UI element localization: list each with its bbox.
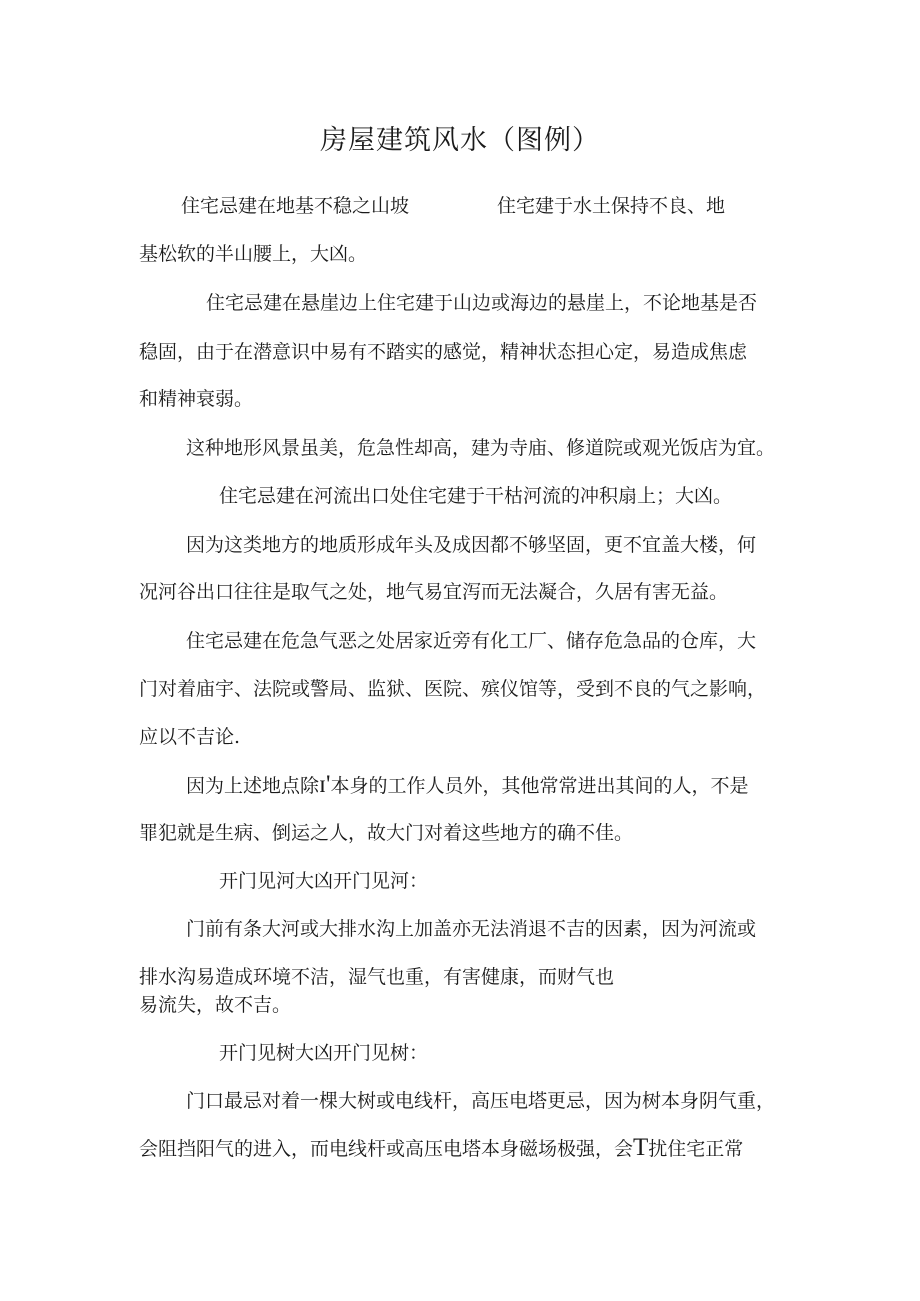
text-line: 门前有条大河或大排水沟上加盖亦无法消退不吉的因素，因为河流或 [186, 918, 757, 940]
text-line: 应以不吉论. [139, 726, 241, 748]
text-line: 住宅建于水土保持不良、地 [497, 195, 726, 217]
text-line: 这种地形风景虽美，危急性却高，建为寺庙、修道院或观光饭店为宜。 [186, 437, 776, 459]
text-line: 住宅忌建在危急气恶之处居家近旁有化工厂、储存危急品的仓库，大 [186, 630, 757, 652]
text-line: 因为这类地方的地质形成年头及成因都不够坚固，更不宜盖大楼，何 [186, 534, 757, 556]
text-line: 罪犯就是生病、倒运之人，故大门对着这些地方的确不佳。 [139, 822, 634, 844]
text-line: 易流失，故不吉。 [139, 994, 292, 1016]
text-line: 门对着庙宇、法院或警局、监狱、医院、殡仪馆等，受到不良的气之影响， [139, 678, 767, 700]
text-line: 住宅忌建在河流出口处住宅建于干枯河流的冲积扇上；大凶。 [219, 485, 733, 507]
text-line: 排水沟易造成环境不洁，湿气也重，有害健康，而财气也 [139, 966, 615, 988]
text-segment: 本身的工作人员外，其他常常进出其间的人，不是 [330, 775, 749, 797]
text-segment: ɪ' [319, 771, 331, 798]
text-segment: 会阻挡阳气的进入，而电线杆或高压电塔本身磁场极强，会 [139, 1138, 634, 1160]
text-line: 住宅忌建在地基不稳之山坡 [181, 195, 410, 217]
text-line: 开门见树大凶开门见树： [219, 1042, 429, 1064]
text-segment: 扰住宅正常 [648, 1138, 744, 1160]
text-line: 住宅忌建在悬崖边上住宅建于山边或海边的悬崖上，不论地基是否 [206, 292, 758, 314]
text-line: 开门见河大凶开门见河： [219, 870, 429, 892]
document-title: 房屋建筑风水（图例） [320, 125, 600, 156]
text-line: 和精神衰弱。 [139, 388, 254, 410]
text-line: 基松软的半山腰上，大凶。 [139, 243, 368, 265]
text-line [186, 773, 748, 798]
text-line [139, 1136, 743, 1161]
text-segment: 因为上述地点除 [186, 775, 320, 797]
text-line: 门口最忌对着一棵大树或电线杆，高压电塔更忌，因为树本身阴气重， [186, 1090, 776, 1112]
text-line: 稳固，由于在潜意识中易有不踏实的感觉，精神状态担心定，易造成焦虑 [139, 341, 748, 363]
text-segment: T [633, 1134, 649, 1161]
text-line: 况河谷出口往往是取气之处，地气易宜泻而无法凝合，久居有害无益。 [139, 581, 729, 603]
